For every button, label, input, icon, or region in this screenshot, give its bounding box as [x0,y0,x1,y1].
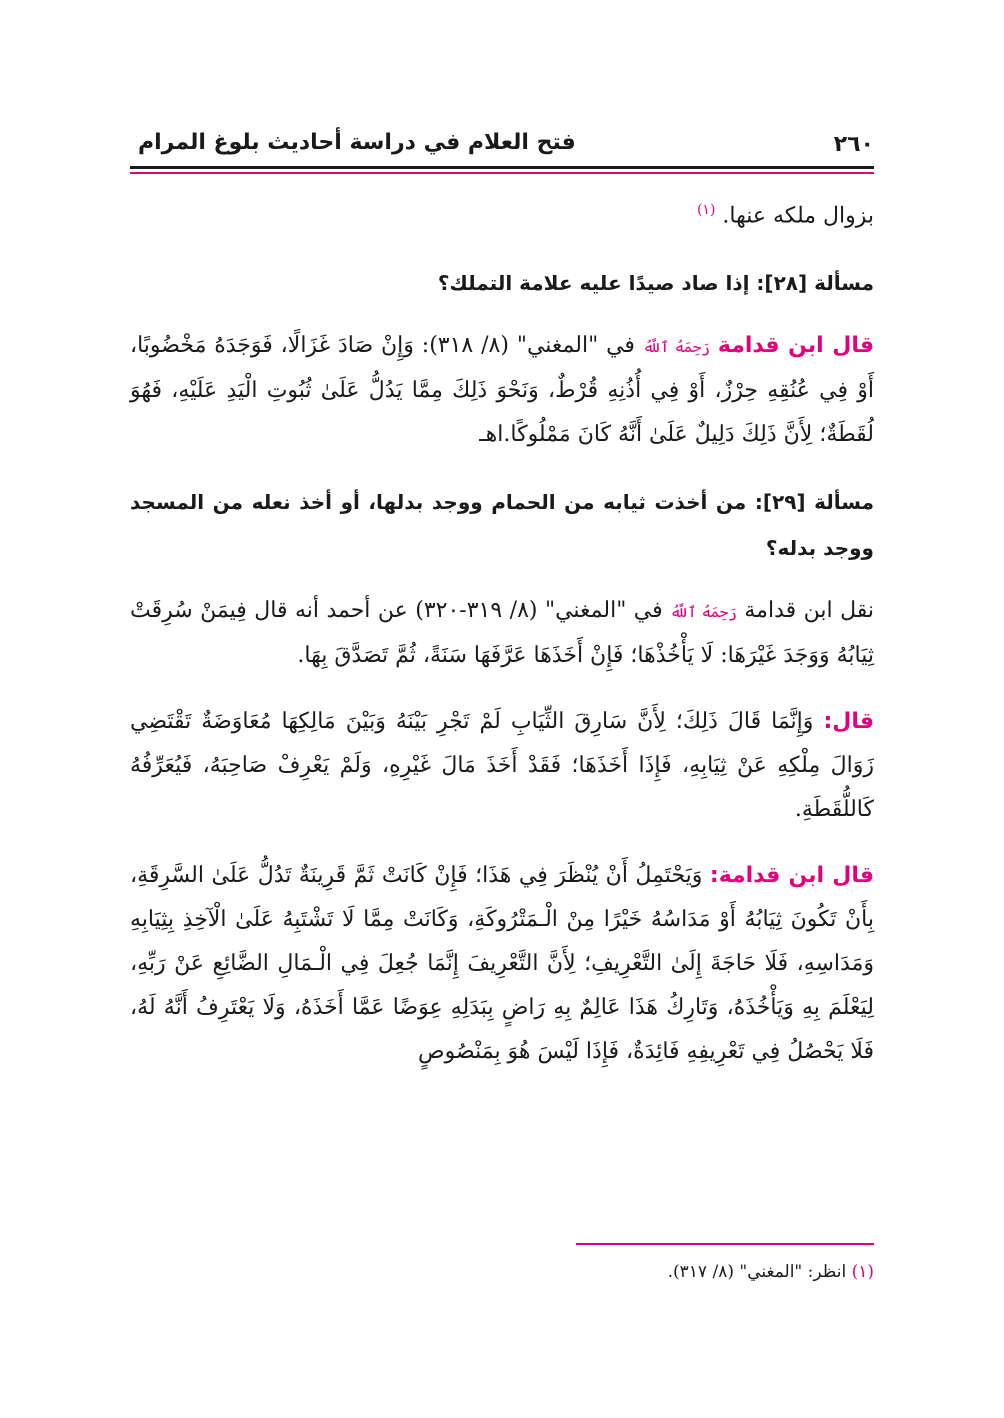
ibn-qudama-text: وَيَحْتَمِلُ أَنْ يُنْظَرَ فِي هَذَا؛ فَإِنْ كَانَتْ ثَمَّ قَرِينَةٌ تَدُلُّ عَلَىٰ السَّرِقَةِ، بِأَنْ تَكُونَ ثِيَابُهُ أَوْ مَدَاسُهُ خَيْرًا مِنْ الْـمَتْرُوكَةِ، وَكَانَتْ مِمَّا لَا تَشْتَبِهُ عَلَىٰ الْآخِذِ بِثِيَابِهِ وَمَدَاسِهِ، فَلَا حَاجَةَ إِلَىٰ التَّعْرِيفِ؛ لِأَنَّ التَّعْرِيفَ إِنَّمَا جُعِلَ فِي الْـمَالِ الضَّائِعِ عَنْ رَبِّهِ، لِيَعْلَمَ بِهِ وَيَأْخُذَهُ، وَتَارِكُ هَذَا عَالِمٌ بِهِ رَاضٍ بِبَدَلِهِ عِوَضًا عَمَّا أَخَذَهُ، وَلَا يَعْتَرِفُ أَنَّهُ لَهُ، فَلَا يَحْصُلُ فِي تَعْرِيفِهِ فَائِدَةٌ، فَإِذَا لَيْسَ هُوَ بِمَنْصُوصٍ [130,863,874,1065]
continuation-paragraph [130,188,874,238]
question-28-heading: مسألة [٢٨]: إذا صاد صيدًا عليه علامة التملك؟ [437,271,874,296]
question-28-paragraph [130,324,874,457]
page-header [130,118,874,174]
header-rule-accent [130,172,874,174]
footnote-text: انظر: "المغني" (٨/ ٣١٧). [667,1262,847,1282]
honorific: رَحِمَهُ ٱللَّهُ [642,338,711,357]
header-rule-dark [130,166,874,169]
footnote-rule [576,1243,874,1245]
page-number: ٢٦٠ [833,132,874,157]
continuation-text: بزوال ملكه عنها. [722,203,874,229]
intro-text-a: نقل ابن قدامة [744,598,874,624]
question-29-qala [130,700,874,832]
honorific: رَحِمَهُ ٱللَّهُ [670,603,737,622]
quote-text: في "المغني" (٨/ ٣١٨): وَإِنْ صَادَ غَزَالًا، فَوَجَدَهُ مَخْضُوبًا، أَوْ فِي عُنُقِهِ حِرْزٌ، أَوْ فِي أُذُنِهِ قُرْطٌ، وَنَحْوَ ذَلِكَ مِمَّا يَدُلُّ عَلَىٰ ثُبُوتِ الْيَدِ عَلَيْهِ، فَهُوَ لُقَطَةٌ؛ لِأَنَّ ذَلِكَ دَلِيلٌ عَلَىٰ أَنَّهُ كَانَ مَمْلُوكًا.اهـ [130,333,874,448]
footnote-number: (١) [851,1262,874,1282]
qala-label: قال: [823,709,874,735]
question-29-ibn-qudama [130,854,874,1074]
question-29-heading: مسألة [٢٩]: من أخذت ثيابه من الحمام ووجد بدلها، أو أخذ نعله من المسجد ووجد بدله؟ [130,490,874,561]
speaker-label: قال ابن قدامة [717,333,874,359]
page-body [130,188,874,1074]
book-title: فتح العلام في دراسة أحاديث بلوغ المرام [138,130,576,155]
ibn-qudama-label: قال ابن قدامة: [709,863,874,889]
question-29-intro [130,589,874,678]
footnote [130,1262,874,1282]
qala-text: وَإِنَّمَا قَالَ ذَلِكَ؛ لِأَنَّ سَارِقَ الثِّيَابِ لَمْ تَجْرِ بَيْنَهُ وَبَيْنَ مَالِكِهَا مُعَاوَضَةٌ تَقْتَضِي زَوَالَ مِلْكِهِ عَنْ ثِيَابِهِ، فَإِذَا أَخَذَهَا؛ فَقَدْ أَخَذَ مَالَ غَيْرِهِ، وَلَمْ يَعْرِفْ صَاحِبَهُ، فَيُعَرِّفُهُ كَاللُّقَطَةِ. [130,709,874,823]
footnote-marker[interactable]: (١) [696,202,716,218]
intro-text-b: في "المغني" (٨/ ٣١٩-٣٢٠) عن أحمد أنه قال فِيمَنْ سُرِقَتْ ثِيَابُهُ وَوَجَدَ غَيْرَهَا: لَا يَأْخُذْهَا؛ فَإِنْ أَخَذَهَا عَرَّفَهَا سَنَةً، ثُمَّ تَصَدَّقَ بِهَا. [130,598,874,669]
